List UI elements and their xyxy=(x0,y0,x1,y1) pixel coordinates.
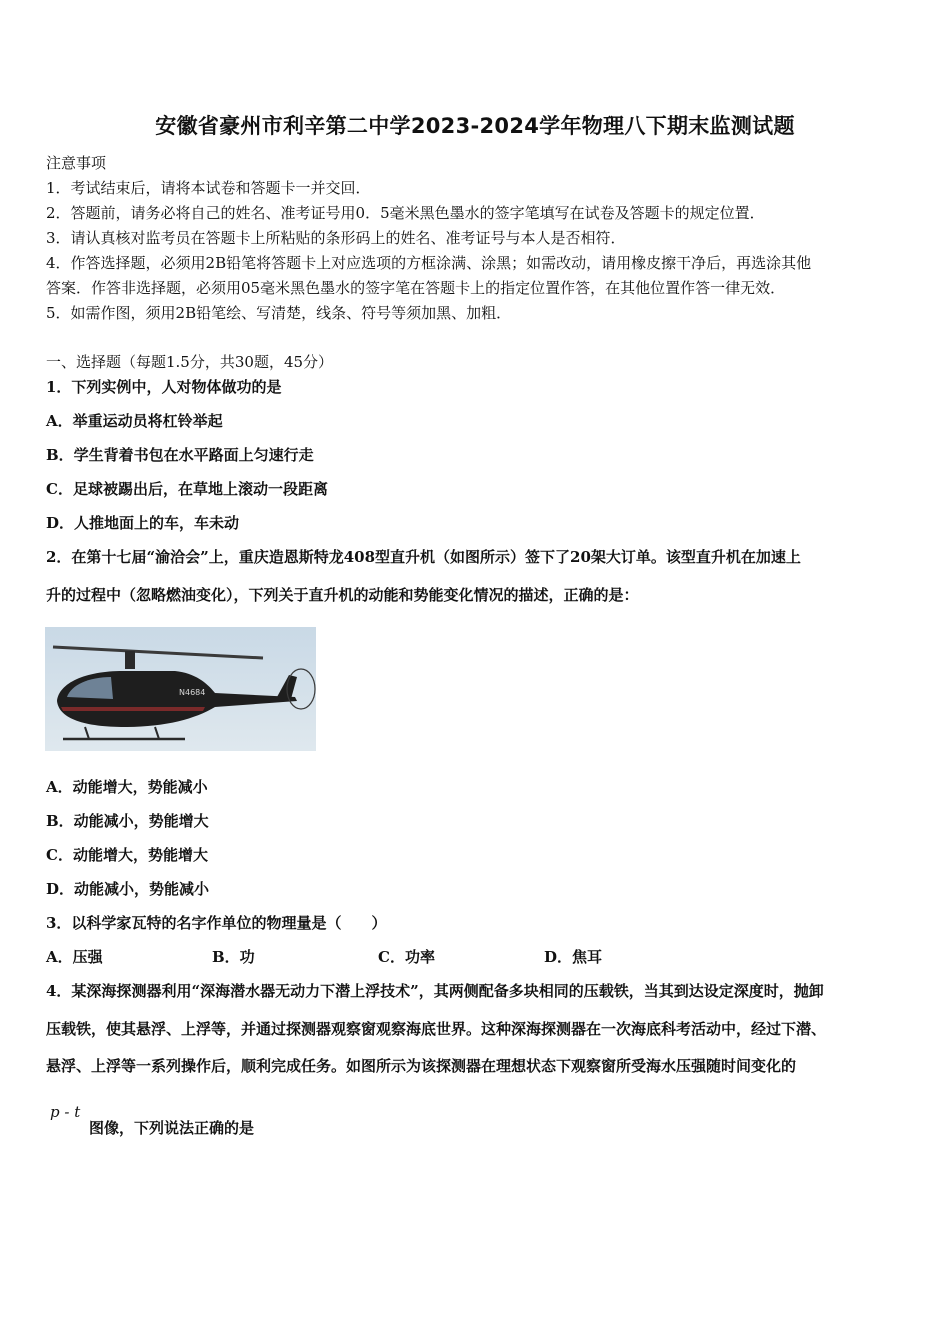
question-2-option-c: C．动能增大，势能增大 xyxy=(46,846,208,864)
notice-heading: 注意事项 xyxy=(46,154,107,172)
question-1-option-c: C．足球被踢出后，在草地上滚动一段距离 xyxy=(46,480,328,498)
notice-item: 2．答题前，请务必将自己的姓名、准考证号用0．5毫米黑色墨水的签字笔填写在试卷及答题卡的规定位置． xyxy=(46,204,765,222)
helicopter-image xyxy=(45,627,316,751)
pt-formula: p - t xyxy=(50,1103,81,1121)
notice-item: 答案．作答非选择题，必须用05毫米黑色墨水的签字笔在答题卡上的指定位置作答，在其他位置作答一律无效． xyxy=(46,279,786,297)
question-1-option-d: D．人推地面上的车，车未动 xyxy=(46,514,240,532)
notice-item: 4．作答选择题，必须用2B铅笔将答题卡上对应选项的方框涂满、涂黑；如需改动，请用橡皮擦干净后，再选涂其他 xyxy=(46,254,812,272)
helicopter-registration: N4684 xyxy=(179,688,206,697)
question-2-option-d: D．动能减小，势能减小 xyxy=(46,880,210,898)
question-4-tail: 图像，下列说法正确的是 xyxy=(89,1119,255,1137)
question-3-options xyxy=(46,946,644,967)
question-3-option-a: A．压强 xyxy=(46,948,103,966)
section-heading: 一、选择题（每题1.5分，共30题，45分） xyxy=(46,353,334,371)
question-1-option-a: A．举重运动员将杠铃举起 xyxy=(46,412,223,430)
question-2-option-b: B．动能减小，势能增大 xyxy=(46,812,209,830)
notice-item: 5．如需作图，须用2B铅笔绘、写清楚，线条、符号等须加黑、加粗． xyxy=(46,304,512,322)
notice-item: 1．考试结束后，请将本试卷和答题卡一并交回． xyxy=(46,179,371,197)
page-title: 安徽省豪州市利辛第二中学2023-2024学年物理八下期末监测试题 xyxy=(155,114,795,138)
question-2-option-a: A．动能增大，势能减小 xyxy=(46,778,208,796)
question-3-option-b: B．功 xyxy=(212,948,255,966)
question-4-line-3: 悬浮、上浮等一系列操作后，顺利完成任务。如图所示为该探测器在理想状态下观察窗所受海水压强随时间变化的 xyxy=(46,1057,797,1075)
question-2-stem-line-1: 2．在第十七届“渝洽会”上，重庆造恩斯特龙408型直升机（如图所示）签下了20架大订单。该型直升机在加速上 xyxy=(46,548,801,566)
question-2-stem-line-2: 升的过程中（忽略燃油变化），下列关于直升机的动能和势能变化情况的描述，正确的是： xyxy=(46,586,639,604)
question-3-option-c: C．功率 xyxy=(378,948,435,966)
question-4-line-2: 压载铁，使其悬浮、上浮等，并通过探测器观察窗观察海底世界。这种深海探测器在一次海底科考活动中，经过下潜、 xyxy=(46,1020,827,1038)
question-4-line-1: 4．某深海探测器利用“深海潜水器无动力下潜上浮技术”，其两侧配备多块相同的压载铁，当其到达设定深度时，抛卸 xyxy=(46,982,824,1000)
question-1-option-b: B．学生背着书包在水平路面上匀速行走 xyxy=(46,446,314,464)
question-3-stem: 3．以科学家瓦特的名字作单位的物理量是（ ） xyxy=(46,914,387,932)
notice-item: 3．请认真核对监考员在答题卡上所粘贴的条形码上的姓名、准考证号与本人是否相符． xyxy=(46,229,626,247)
question-1-stem: 1．下列实例中，人对物体做功的是 xyxy=(46,378,282,396)
question-3-option-d: D．焦耳 xyxy=(544,948,603,966)
